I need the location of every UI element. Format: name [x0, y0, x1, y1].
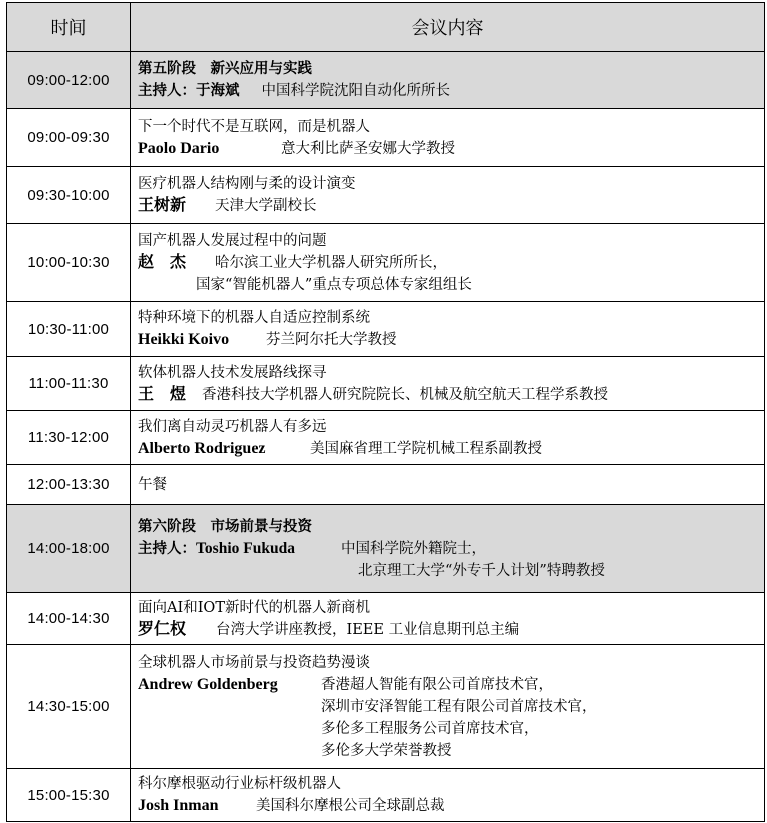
host-label: 主持人：	[138, 539, 196, 557]
host-line	[138, 80, 764, 102]
speaker-desc-cont	[138, 718, 764, 740]
speaker-line	[138, 138, 764, 160]
host-desc-2: 北京理工大学“外专千人计划”特聘教授	[358, 562, 605, 579]
speaker-line	[138, 384, 764, 406]
topic: 特种环境下的机器人自适应控制系统	[138, 310, 370, 326]
table-row	[7, 302, 765, 357]
header-row	[7, 3, 765, 52]
speaker-line	[138, 619, 764, 641]
speaker-name: Heikki Koivo	[138, 331, 230, 348]
table-row	[7, 167, 765, 224]
row-time: 09:00-09:30	[7, 109, 131, 167]
host-desc: 中国科学院沈阳自动化所所长	[261, 83, 450, 99]
row-time: 09:30-10:00	[7, 167, 131, 224]
host-desc-cont	[138, 560, 764, 582]
speaker-line	[138, 795, 764, 817]
stage-title: 第六阶段 市场前景与投资	[138, 517, 312, 535]
row-time: 14:00-18:00	[7, 505, 131, 593]
speaker-desc: 香港科技大学机器人研究院院长、机械及航空航天工程学系教授	[202, 386, 608, 403]
speaker-desc: 香港超人智能有限公司首席技术官，	[321, 676, 553, 693]
speaker-line	[138, 674, 764, 696]
stage-title: 第五阶段 新兴应用与实践	[138, 60, 312, 77]
speaker-desc: 天津大学副校长	[215, 198, 317, 214]
speaker-line	[138, 329, 764, 351]
table-row	[7, 465, 765, 505]
host-name: 于海斌	[196, 82, 240, 99]
speaker-name: 王 煜	[138, 385, 187, 403]
speaker-desc: 台湾大学讲座教授，IEEE 工业信息期刊总主编	[216, 621, 520, 638]
row-content	[131, 52, 765, 109]
topic: 下一个时代不是互联网，而是机器人	[138, 118, 370, 135]
row-content	[131, 645, 765, 769]
speaker-name: Andrew Goldenberg	[138, 675, 278, 693]
speaker-name: Alberto Rodriguez	[138, 439, 266, 457]
speaker-desc: 美国麻省理工学院机械工程系副教授	[310, 440, 542, 457]
host-name: Toshio Fukuda	[196, 539, 295, 557]
speaker-desc-cont	[138, 696, 764, 718]
row-content	[131, 769, 765, 822]
speaker-desc-2: 深圳市安泽智能工程有限公司首席技术官，	[321, 698, 597, 715]
table-row	[7, 645, 765, 769]
speaker-name: 赵 杰	[138, 253, 187, 271]
speaker-desc: 芬兰阿尔托大学教授	[266, 332, 397, 348]
header-time: 时间	[7, 3, 131, 52]
speaker-name: Paolo Dario	[138, 139, 220, 157]
row-content	[131, 224, 765, 302]
speaker-desc-cont	[138, 740, 764, 762]
row-content	[131, 593, 765, 645]
row-content	[131, 167, 765, 224]
topic: 软体机器人技术发展路线探寻	[138, 364, 327, 381]
topic: 面向AI和IOT新时代的机器人新商机	[138, 599, 370, 616]
speaker-desc: 美国科尔摩根公司全球副总裁	[256, 798, 445, 814]
table-row	[7, 505, 765, 593]
row-content	[131, 109, 765, 167]
row-content	[131, 465, 765, 505]
row-time: 10:00-10:30	[7, 224, 131, 302]
table-row	[7, 109, 765, 167]
header-content: 会议内容	[131, 3, 765, 52]
row-content	[131, 357, 765, 411]
topic: 午餐	[138, 476, 167, 493]
table-row	[7, 769, 765, 822]
topic: 科尔摩根驱动行业标杆级机器人	[138, 776, 341, 792]
host-desc: 中国科学院外籍院士，	[341, 540, 486, 557]
speaker-line	[138, 195, 764, 217]
speaker-desc-cont	[138, 274, 764, 296]
topic: 国产机器人发展过程中的问题	[138, 232, 327, 249]
speaker-desc-3: 多伦多工程服务公司首席技术官，	[321, 720, 539, 737]
speaker-line	[138, 252, 764, 274]
topic: 我们离自动灵巧机器人有多远	[138, 418, 327, 435]
topic: 全球机器人市场前景与投资趋势漫谈	[138, 654, 370, 671]
row-time: 09:00-12:00	[7, 52, 131, 109]
row-content	[131, 505, 765, 593]
table-row	[7, 357, 765, 411]
row-content	[131, 411, 765, 465]
speaker-desc-2: 国家“智能机器人”重点专项总体专家组组长	[196, 276, 472, 293]
host-label: 主持人：	[138, 82, 196, 99]
table-row	[7, 52, 765, 109]
host-line	[138, 538, 764, 560]
speaker-line	[138, 438, 764, 460]
row-time: 15:00-15:30	[7, 769, 131, 822]
speaker-desc-4: 多伦多大学荣誉教授	[321, 742, 452, 759]
speaker-name: Josh Inman	[138, 797, 219, 814]
row-time: 14:30-15:00	[7, 645, 131, 769]
topic: 医疗机器人结构刚与柔的设计演变	[138, 176, 356, 192]
row-time: 14:00-14:30	[7, 593, 131, 645]
row-time: 11:30-12:00	[7, 411, 131, 465]
speaker-desc: 意大利比萨圣安娜大学教授	[281, 140, 455, 157]
table-row	[7, 411, 765, 465]
speaker-desc: 哈尔滨工业大学机器人研究所所长，	[215, 254, 447, 271]
table-row	[7, 224, 765, 302]
row-time: 11:00-11:30	[7, 357, 131, 411]
agenda-table	[6, 2, 765, 822]
speaker-name: 罗仁权	[138, 620, 187, 638]
row-time: 10:30-11:00	[7, 302, 131, 357]
table-row	[7, 593, 765, 645]
speaker-name: 王树新	[138, 197, 187, 214]
row-content	[131, 302, 765, 357]
row-time: 12:00-13:30	[7, 465, 131, 505]
